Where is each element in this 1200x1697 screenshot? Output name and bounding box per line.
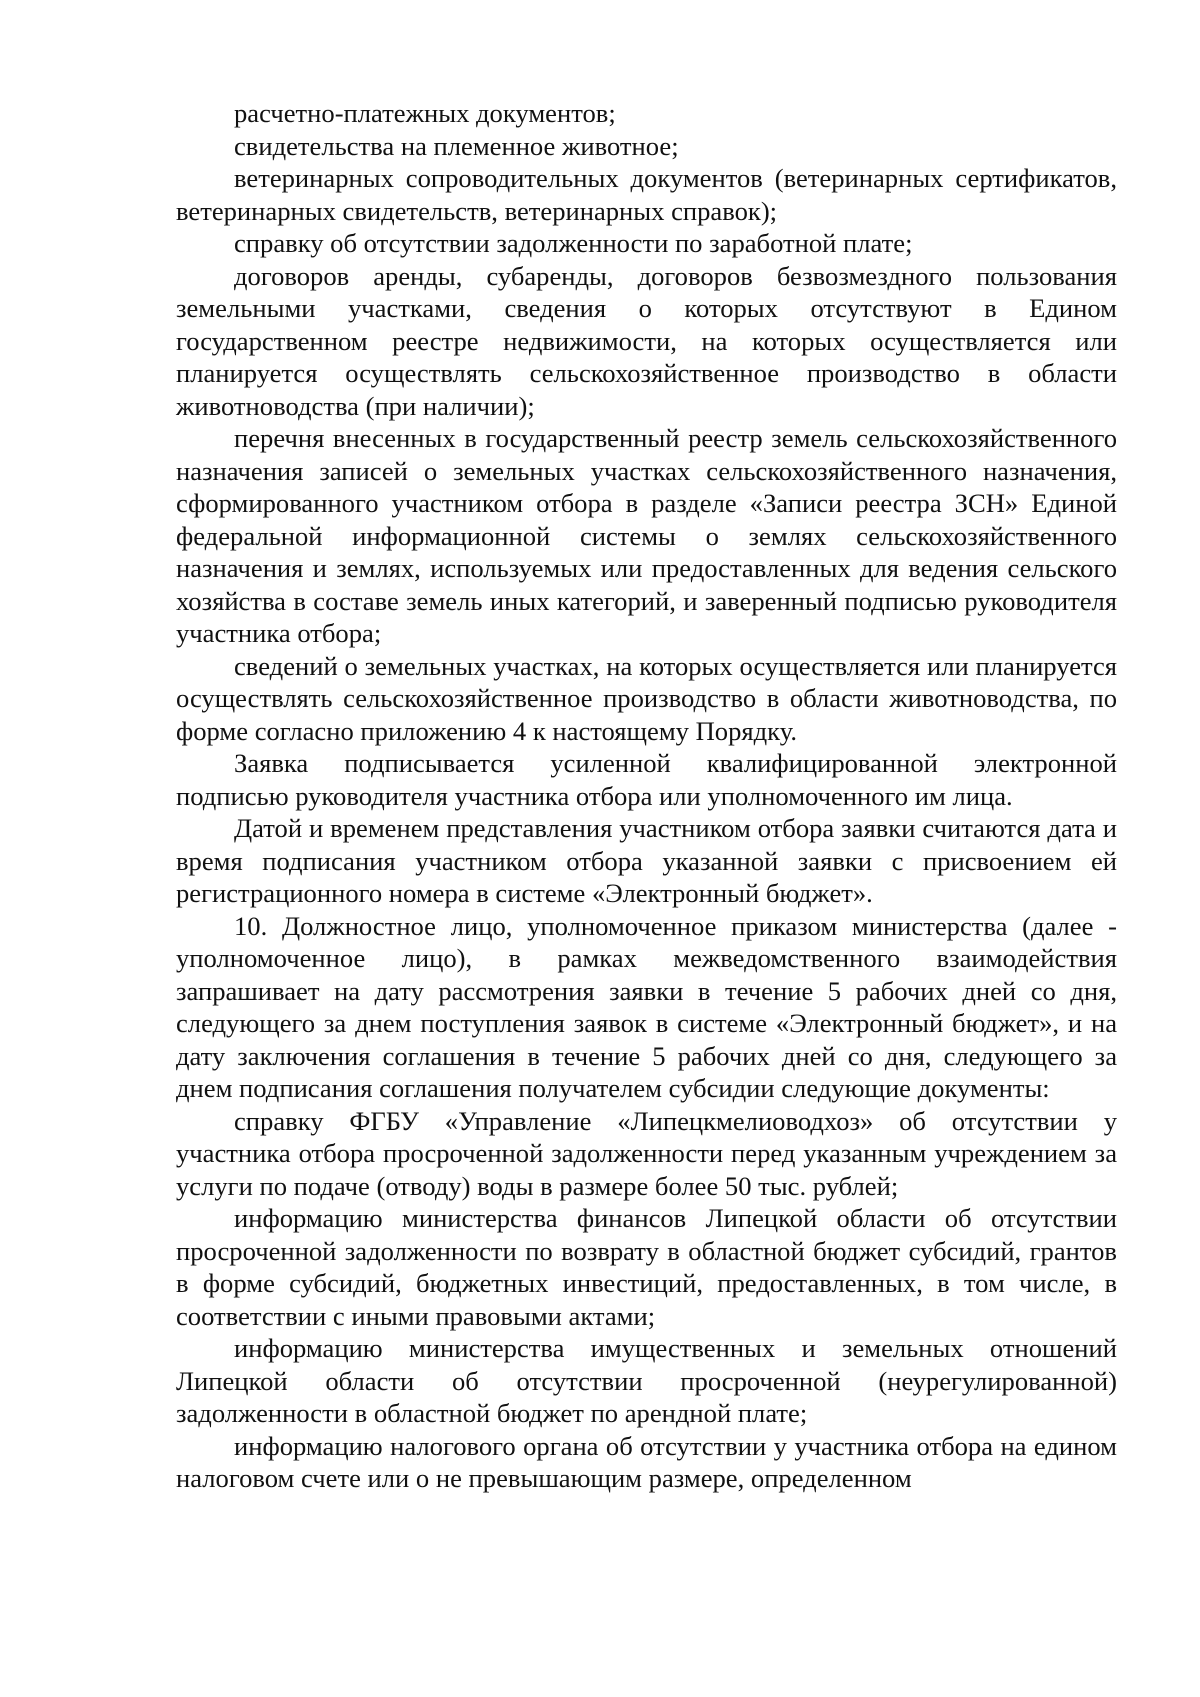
paragraph-application-signature: Заявка подписывается усиленной квалифицированной электронной подписью руководителя участника отбора или уполномоченного им лица.: [176, 748, 1117, 811]
paragraph-property-ministry-info: информацию министерства имущественных и земельных отношений Липецкой области об отсутствии просроченной (неурегулированной) задолженности в областной бюджет по арендной плате;: [176, 1333, 1117, 1428]
paragraph-veterinary-documents: ветеринарных сопроводительных документов (ветеринарных сертификатов, ветеринарных свидетельств, ветеринарных справок);: [176, 163, 1117, 226]
paragraph-tax-authority-info: информацию налогового органа об отсутствии у участника отбора на едином налоговом счете или о не превышающим размере, определенном: [176, 1430, 1117, 1493]
paragraph-lease-agreements: договоров аренды, субаренды, договоров безвозмездного пользования земельными участками, сведения о которых отсутствуют в Едином государственном реестре недвижимости, на которых осуществляется или планируется осуществлять сельскохозяйственное производство в области животноводства (при наличии);: [176, 260, 1117, 421]
paragraph-finance-ministry-info: информацию министерства финансов Липецкой области об отсутствии просроченной задолженности по возврату в областной бюджет субсидий, грантов в форме субсидий, бюджетных инвестиций, предоставленных, в том числе, в соответствии с иными правовыми актами;: [176, 1203, 1117, 1331]
document-body: [176, 97, 1117, 1495]
paragraph-breeding-certificate: свидетельства на племенное животное;: [234, 130, 679, 161]
paragraph-payment-documents: расчетно-платежных документов;: [234, 98, 616, 128]
paragraph-land-register-list: перечня внесенных в государственный реестр земель сельскохозяйственного назначения записей о земельных участках сельскохозяйственного назначения, сформированного участником отбора в разделе «Записи реестра ЗСН» Единой федеральной информационной системы о землях сельскохозяйственного назначения и землях, используемых или предоставленных для ведения сельского хозяйства в составе земель иных категорий, и заверенный подписью руководителя участника отбора;: [176, 423, 1117, 648]
paragraph-water-debt-certificate: справку ФГБУ «Управление «Липецкмелиоводхоз» об отсутствии у участника отбора просроченной задолженности перед указанным учреждением за услуги по подаче (отводу) воды в размере более 50 тыс. рублей;: [176, 1105, 1117, 1201]
paragraph-submission-date: Датой и временем представления участником отбора заявки считаются дата и время подписания участником отбора указанной заявки с присвоением ей регистрационного номера в системе «Электронный бюджет».: [176, 813, 1117, 908]
paragraph-clause-10: 10. Должностное лицо, уполномоченное приказом министерства (далее - уполномоченное лицо), в рамках межведомственного взаимодействия запрашивает на дату рассмотрения заявки в течение 5 рабочих дней со дня, следующего за днем поступления заявок в системе «Электронный бюджет», и на дату заключения соглашения в течение 5 рабочих дней со дня, следующего за днем подписания соглашения получателем субсидии следующие документы:: [176, 910, 1117, 1103]
paragraph-salary-debt-certificate: справку об отсутствии задолженности по заработной плате;: [234, 228, 913, 258]
paragraph-land-plot-info: сведений о земельных участках, на которых осуществляется или планируется осуществлять сельскохозяйственное производство в области животноводства, по форме согласно приложению 4 к настоящему Порядку.: [176, 650, 1117, 746]
